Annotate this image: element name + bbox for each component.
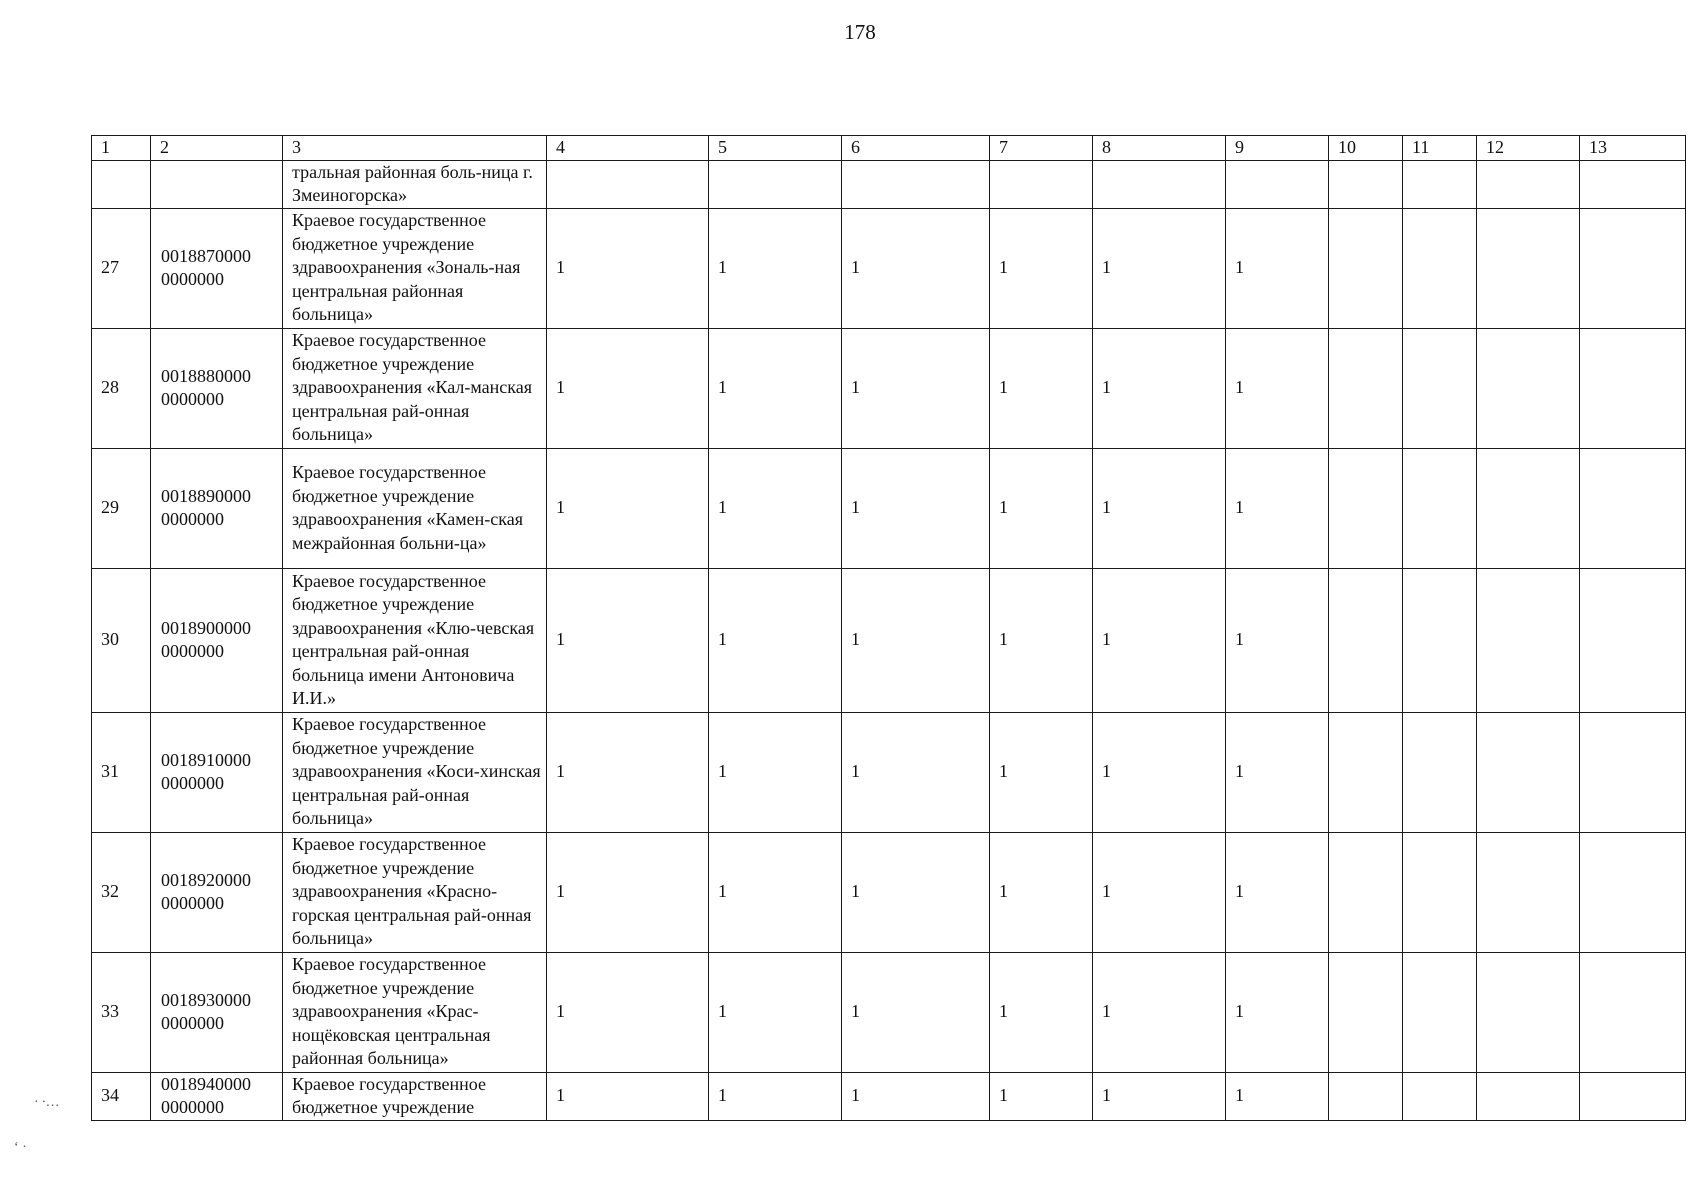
- table-row: [92, 568, 1686, 712]
- table-row: [92, 160, 1686, 208]
- cell-col7: 1: [990, 832, 1093, 952]
- cell-col4: 1: [547, 448, 709, 568]
- row-code: 0018880000 0000000: [151, 328, 283, 448]
- cell-col5: 1: [709, 328, 842, 448]
- cell-col9: 1: [1226, 1072, 1329, 1120]
- cell-col6: 1: [842, 448, 990, 568]
- row-number: 30: [92, 568, 151, 712]
- cell-col7: 1: [990, 1072, 1093, 1120]
- row-name: Краевое государственное бюджетное учреждение здравоохранения «Зональ-ная центральная районная больница»: [283, 208, 547, 328]
- row-name: Краевое государственное бюджетное учреждение здравоохранения «Камен-ская межрайонная больни-ца»: [283, 448, 547, 568]
- cell-col10: [1329, 208, 1403, 328]
- register-table: [91, 135, 1686, 1121]
- cell-col12: [1477, 832, 1580, 952]
- cell-col5: 1: [709, 448, 842, 568]
- cell-col11: [1403, 832, 1477, 952]
- row-name: тральная районная боль-ница г. Змеиногорска»: [283, 160, 547, 208]
- row-number: 28: [92, 328, 151, 448]
- cell-col12: [1477, 568, 1580, 712]
- row-number: 27: [92, 208, 151, 328]
- cell-col11: [1403, 448, 1477, 568]
- cell-col7: 1: [990, 448, 1093, 568]
- cell-col7: 1: [990, 328, 1093, 448]
- cell-col6: 1: [842, 1072, 990, 1120]
- cell-col5: 1: [709, 952, 842, 1072]
- column-header: 3: [283, 136, 547, 161]
- row-code: 0018890000 0000000: [151, 448, 283, 568]
- row-number: 31: [92, 712, 151, 832]
- cell-col4: 1: [547, 328, 709, 448]
- cell-col7: 1: [990, 712, 1093, 832]
- cell-col10: [1329, 568, 1403, 712]
- cell-col7: 1: [990, 208, 1093, 328]
- table-row: [92, 832, 1686, 952]
- row-number: 34: [92, 1072, 151, 1120]
- row-code: 0018940000 0000000: [151, 1072, 283, 1120]
- column-header: 11: [1403, 136, 1477, 161]
- page-number: 178: [844, 20, 876, 44]
- cell-col8: 1: [1093, 712, 1226, 832]
- cell-col10: [1329, 1072, 1403, 1120]
- cell-col5: 1: [709, 568, 842, 712]
- cell-col11: [1403, 712, 1477, 832]
- cell-col11: [1403, 568, 1477, 712]
- cell-col6: 1: [842, 568, 990, 712]
- scan-artifact: · ∙…: [34, 1095, 60, 1110]
- cell-col4: 1: [547, 208, 709, 328]
- cell-col6: 1: [842, 832, 990, 952]
- cell-col5: 1: [709, 712, 842, 832]
- column-header: 1: [92, 136, 151, 161]
- cell-col9: 1: [1226, 832, 1329, 952]
- cell-col13: [1580, 712, 1686, 832]
- cell-col8: 1: [1093, 568, 1226, 712]
- cell-col11: [1403, 208, 1477, 328]
- row-code: 0018870000 0000000: [151, 208, 283, 328]
- cell-col11: [1403, 160, 1477, 208]
- cell-col4: 1: [547, 952, 709, 1072]
- cell-col8: 1: [1093, 448, 1226, 568]
- row-number: 33: [92, 952, 151, 1072]
- row-code: 0018910000 0000000: [151, 712, 283, 832]
- row-code: [151, 160, 283, 208]
- row-name: Краевое государственное бюджетное учреждение здравоохранения «Клю-чевская центральная рай-онная больница имени Антоновича И.И.»: [283, 568, 547, 712]
- cell-col4: 1: [547, 712, 709, 832]
- column-header: 6: [842, 136, 990, 161]
- cell-col8: [1093, 160, 1226, 208]
- cell-col12: [1477, 208, 1580, 328]
- cell-col4: 1: [547, 1072, 709, 1120]
- cell-col6: 1: [842, 952, 990, 1072]
- cell-col10: [1329, 328, 1403, 448]
- cell-col9: [1226, 160, 1329, 208]
- cell-col13: [1580, 568, 1686, 712]
- cell-col12: [1477, 448, 1580, 568]
- cell-col13: [1580, 328, 1686, 448]
- column-header: 8: [1093, 136, 1226, 161]
- row-code: 0018920000 0000000: [151, 832, 283, 952]
- cell-col8: 1: [1093, 832, 1226, 952]
- column-header: 7: [990, 136, 1093, 161]
- cell-col4: 1: [547, 568, 709, 712]
- row-number: [92, 160, 151, 208]
- header-row: [92, 136, 1686, 161]
- row-name: Краевое государственное бюджетное учреждение: [283, 1072, 547, 1120]
- row-number: 32: [92, 832, 151, 952]
- cell-col6: [842, 160, 990, 208]
- cell-col7: 1: [990, 952, 1093, 1072]
- cell-col9: 1: [1226, 952, 1329, 1072]
- row-name: Краевое государственное бюджетное учреждение здравоохранения «Крас-нощёковская центральная районная больница»: [283, 952, 547, 1072]
- table-row: [92, 208, 1686, 328]
- column-header: 13: [1580, 136, 1686, 161]
- cell-col5: 1: [709, 1072, 842, 1120]
- column-header: 5: [709, 136, 842, 161]
- cell-col11: [1403, 328, 1477, 448]
- cell-col5: 1: [709, 208, 842, 328]
- cell-col5: 1: [709, 832, 842, 952]
- column-header: 12: [1477, 136, 1580, 161]
- table-row: [92, 712, 1686, 832]
- cell-col9: 1: [1226, 448, 1329, 568]
- cell-col13: [1580, 160, 1686, 208]
- row-name: Краевое государственное бюджетное учреждение здравоохранения «Кал-манская центральная рай-онная больница»: [283, 328, 547, 448]
- cell-col6: 1: [842, 712, 990, 832]
- cell-col13: [1580, 832, 1686, 952]
- column-header: 4: [547, 136, 709, 161]
- cell-col10: [1329, 712, 1403, 832]
- cell-col8: 1: [1093, 952, 1226, 1072]
- cell-col11: [1403, 1072, 1477, 1120]
- table-row: [92, 328, 1686, 448]
- table-row: [92, 952, 1686, 1072]
- cell-col8: 1: [1093, 208, 1226, 328]
- cell-col13: [1580, 1072, 1686, 1120]
- cell-col6: 1: [842, 328, 990, 448]
- cell-col10: [1329, 832, 1403, 952]
- cell-col13: [1580, 208, 1686, 328]
- cell-col13: [1580, 448, 1686, 568]
- cell-col10: [1329, 448, 1403, 568]
- cell-col8: 1: [1093, 328, 1226, 448]
- column-header: 10: [1329, 136, 1403, 161]
- table-row: [92, 1072, 1686, 1120]
- cell-col12: [1477, 328, 1580, 448]
- row-code: 0018930000 0000000: [151, 952, 283, 1072]
- cell-col7: 1: [990, 568, 1093, 712]
- row-name: Краевое государственное бюджетное учреждение здравоохранения «Коси-хинская центральная рай-онная больница»: [283, 712, 547, 832]
- column-header: 9: [1226, 136, 1329, 161]
- cell-col12: [1477, 712, 1580, 832]
- cell-col10: [1329, 952, 1403, 1072]
- cell-col5: [709, 160, 842, 208]
- cell-col7: [990, 160, 1093, 208]
- cell-col6: 1: [842, 208, 990, 328]
- row-code: 0018900000 0000000: [151, 568, 283, 712]
- cell-col9: 1: [1226, 712, 1329, 832]
- cell-col9: 1: [1226, 568, 1329, 712]
- cell-col4: 1: [547, 832, 709, 952]
- cell-col9: 1: [1226, 328, 1329, 448]
- cell-col12: [1477, 1072, 1580, 1120]
- cell-col12: [1477, 952, 1580, 1072]
- cell-col9: 1: [1226, 208, 1329, 328]
- scan-artifact: ‘ ·: [14, 1140, 27, 1155]
- column-header: 2: [151, 136, 283, 161]
- cell-col10: [1329, 160, 1403, 208]
- row-name: Краевое государственное бюджетное учреждение здравоохранения «Красно-горская центральная рай-онная больница»: [283, 832, 547, 952]
- table-row: [92, 448, 1686, 568]
- cell-col12: [1477, 160, 1580, 208]
- cell-col13: [1580, 952, 1686, 1072]
- cell-col4: [547, 160, 709, 208]
- row-number: 29: [92, 448, 151, 568]
- cell-col8: 1: [1093, 1072, 1226, 1120]
- cell-col11: [1403, 952, 1477, 1072]
